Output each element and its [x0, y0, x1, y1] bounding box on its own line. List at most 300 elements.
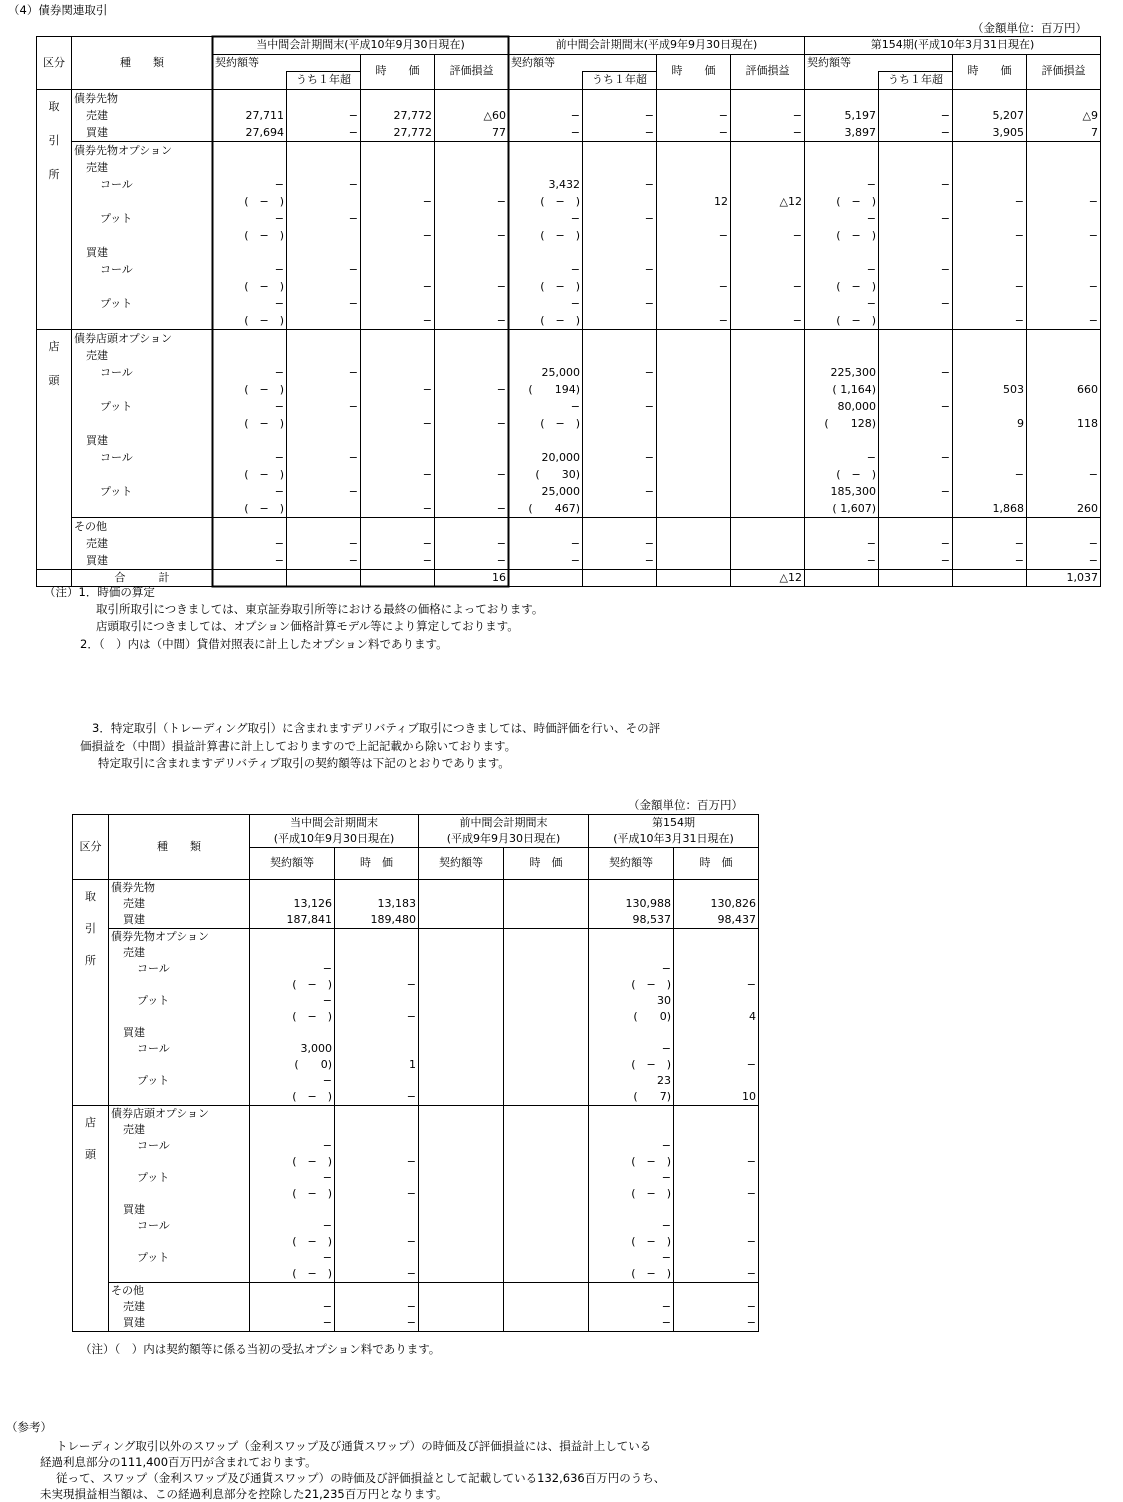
type-label: コール	[137, 1219, 170, 1232]
value-line: △12	[779, 194, 802, 208]
value-line: ( − )	[244, 416, 284, 430]
value-cell	[361, 517, 435, 569]
block-bond-futures	[37, 89, 1101, 141]
value-line: −	[644, 399, 654, 413]
value-line	[215, 244, 284, 261]
value-line	[363, 398, 432, 415]
value-line: 7	[1091, 125, 1098, 139]
value-line	[363, 210, 432, 227]
total-na	[509, 569, 583, 587]
value-line	[733, 398, 802, 415]
value-line: ( − )	[631, 1187, 671, 1200]
value-line: −	[570, 125, 580, 139]
value-line: ( − )	[836, 313, 876, 327]
type-label: 買建	[123, 1026, 145, 1039]
type-label	[74, 466, 210, 483]
type-label: コール	[100, 177, 133, 191]
value-cell	[213, 517, 287, 569]
value-line	[676, 1202, 756, 1218]
value-cell	[731, 89, 805, 141]
value-line	[733, 330, 802, 347]
value-line	[437, 347, 506, 364]
value-line	[437, 518, 506, 535]
value-line: −	[746, 1187, 756, 1200]
value-line: −	[422, 501, 432, 515]
value-line: ( − )	[836, 279, 876, 293]
value-line: ( 30)	[535, 467, 580, 481]
header-uchi: うち１年超	[583, 72, 657, 90]
header-jika: 時 価	[657, 54, 731, 89]
total-prior: △12	[731, 569, 805, 587]
value-line: 23	[657, 1074, 671, 1087]
value-line	[511, 518, 580, 535]
value-line: ( − )	[836, 228, 876, 242]
reference-line1: トレーディング取引以外のスワップ（金利スワップ及び通貨スワップ）の時価及び評価損益には、損益計上している	[56, 1439, 652, 1453]
value-line	[585, 500, 654, 517]
value-line: 260	[1077, 501, 1098, 515]
value-line: −	[644, 177, 654, 191]
value-cell	[435, 89, 509, 141]
value-line	[591, 880, 671, 896]
value-line: ( − )	[631, 1267, 671, 1280]
value-line: −	[644, 262, 654, 276]
value-line	[807, 142, 876, 159]
value-line	[511, 90, 580, 107]
unit-label-1: （金額単位：百万円）	[972, 21, 1087, 35]
value-line: −	[792, 228, 802, 242]
value-cell	[335, 880, 419, 929]
value-line	[585, 193, 654, 210]
value-line: −	[570, 296, 580, 310]
value-cell	[335, 929, 419, 1106]
value-line	[659, 176, 728, 193]
type-label: その他	[74, 519, 107, 533]
value-line	[252, 929, 332, 945]
type-label	[111, 1154, 247, 1170]
value-cell	[731, 329, 805, 517]
period-line: 第154期	[652, 816, 695, 829]
value-line: −	[406, 1010, 416, 1023]
reference-title: （参考）	[6, 1420, 52, 1434]
value-cell	[589, 1106, 674, 1283]
value-line	[437, 449, 506, 466]
value-line	[337, 961, 416, 977]
value-line: ( 1,607)	[832, 501, 876, 515]
type-label: コール	[100, 262, 133, 276]
type-label: 買建	[86, 553, 108, 567]
header-period-current	[250, 815, 419, 848]
value-line	[289, 244, 358, 261]
value-line	[659, 466, 728, 483]
block-otc-options	[73, 1106, 759, 1283]
value-line: 3,000	[300, 1042, 332, 1055]
value-line: −	[746, 1300, 756, 1313]
header-kubun: 区分	[73, 815, 109, 880]
value-line	[363, 159, 432, 176]
value-line	[955, 142, 1024, 159]
value-cell	[805, 329, 879, 517]
value-line	[437, 176, 506, 193]
header-hyoka: 評価損益	[731, 54, 805, 89]
value-line	[363, 347, 432, 364]
value-line	[437, 295, 506, 312]
value-line	[585, 142, 654, 159]
type-label: 売建	[123, 1123, 145, 1136]
header-hyoka: 評価損益	[1027, 54, 1101, 89]
value-line: −	[496, 553, 506, 567]
type-label	[111, 1266, 247, 1282]
value-line	[289, 227, 358, 244]
value-line: −	[496, 382, 506, 396]
type-label	[111, 977, 247, 993]
value-cell	[589, 880, 674, 929]
value-line	[659, 90, 728, 107]
value-cell	[953, 141, 1027, 329]
value-line: −	[644, 296, 654, 310]
type-label: 買建	[123, 913, 145, 926]
value-line: ( − )	[244, 313, 284, 327]
value-line: −	[940, 211, 950, 225]
block-otc-options	[37, 329, 1101, 517]
value-line: −	[348, 484, 358, 498]
value-line: ( − )	[540, 194, 580, 208]
value-line	[215, 518, 284, 535]
value-line	[585, 415, 654, 432]
value-line: −	[718, 125, 728, 139]
value-line	[676, 1250, 756, 1266]
empty-prior	[419, 1283, 504, 1332]
kubun-char: 所	[48, 167, 60, 181]
value-line	[955, 364, 1024, 381]
value-line: −	[644, 365, 654, 379]
value-line: 27,694	[245, 125, 284, 139]
value-line	[337, 1283, 416, 1299]
value-line: ( − )	[836, 194, 876, 208]
header-jika: 時 価	[361, 54, 435, 89]
header-hyoka: 評価損益	[435, 54, 509, 89]
value-line	[881, 193, 950, 210]
value-line	[337, 1122, 416, 1138]
value-line	[1029, 347, 1098, 364]
value-cell	[361, 89, 435, 141]
total-na	[213, 569, 287, 587]
value-line: −	[746, 978, 756, 991]
value-line: −	[746, 1316, 756, 1329]
value-line	[955, 398, 1024, 415]
value-line	[289, 159, 358, 176]
total-fy154: 1,037	[1027, 569, 1101, 587]
value-cell	[250, 880, 335, 929]
value-line: −	[322, 1139, 332, 1152]
value-line: −	[422, 382, 432, 396]
value-line	[252, 945, 332, 961]
value-line	[511, 159, 580, 176]
value-line: 98,437	[717, 913, 756, 926]
type-labels	[109, 1106, 250, 1283]
value-cell	[805, 89, 879, 141]
value-line: −	[661, 1300, 671, 1313]
value-line: 3,432	[548, 177, 580, 191]
value-line	[363, 295, 432, 312]
value-line	[337, 993, 416, 1009]
value-line: −	[322, 1251, 332, 1264]
value-line: −	[644, 553, 654, 567]
value-line: −	[348, 536, 358, 550]
type-label	[74, 193, 210, 210]
value-line	[659, 261, 728, 278]
value-line: 25,000	[541, 365, 580, 379]
value-line: −	[348, 262, 358, 276]
value-line: −	[496, 536, 506, 550]
value-cell	[335, 1106, 419, 1283]
value-line	[289, 278, 358, 295]
total-na	[361, 569, 435, 587]
value-line	[659, 483, 728, 500]
type-labels	[109, 929, 250, 1106]
value-line: −	[940, 399, 950, 413]
value-line: 27,711	[245, 108, 284, 122]
value-cell	[879, 141, 953, 329]
kubun-char: 引	[48, 133, 60, 147]
value-line	[659, 210, 728, 227]
header-keiyaku: 契約額等	[419, 848, 504, 880]
value-line	[215, 330, 284, 347]
type-labels	[109, 880, 250, 929]
value-line	[676, 961, 756, 977]
value-line: −	[1014, 228, 1024, 242]
value-line	[881, 227, 950, 244]
type-label: コール	[100, 365, 133, 379]
value-line	[363, 330, 432, 347]
value-line: −	[348, 365, 358, 379]
type-label: プット	[100, 296, 133, 310]
value-line: 187,841	[286, 913, 332, 926]
value-cell	[583, 517, 657, 569]
value-line	[363, 261, 432, 278]
type-label: コール	[137, 1139, 170, 1152]
value-line: −	[322, 1171, 332, 1184]
value-line: −	[348, 553, 358, 567]
value-line: −	[661, 1139, 671, 1152]
value-line	[659, 398, 728, 415]
value-line: 13,183	[377, 897, 416, 910]
value-line	[215, 90, 284, 107]
value-line	[337, 1202, 416, 1218]
value-line: −	[792, 108, 802, 122]
note-3-line1: 3．特定取引（トレーディング取引）に含まれますデリバティブ取引につきましては、時価評価を行い、その評	[92, 721, 661, 735]
value-cell	[589, 1283, 674, 1332]
header-blank	[805, 72, 879, 90]
value-line: −	[718, 279, 728, 293]
value-line: −	[348, 399, 358, 413]
value-line	[733, 90, 802, 107]
value-line: −	[644, 484, 654, 498]
value-line	[659, 244, 728, 261]
value-line	[437, 210, 506, 227]
value-line	[955, 483, 1024, 500]
value-line: 118	[1077, 416, 1098, 430]
header-shurui: 種 類	[72, 37, 213, 90]
value-line	[733, 466, 802, 483]
value-line	[215, 159, 284, 176]
value-line: −	[1014, 536, 1024, 550]
value-line	[437, 364, 506, 381]
value-line: −	[322, 1219, 332, 1232]
value-line: −	[940, 553, 950, 567]
value-line: −	[746, 1267, 756, 1280]
value-line	[289, 193, 358, 210]
value-line: −	[644, 211, 654, 225]
value-line	[1029, 261, 1098, 278]
value-line: −	[866, 262, 876, 276]
value-line: −	[718, 228, 728, 242]
value-line: −	[644, 536, 654, 550]
type-label: コール	[137, 1042, 170, 1055]
type-labels	[72, 89, 213, 141]
value-line: ( 0)	[633, 1010, 671, 1023]
bond-derivatives-table	[36, 36, 1101, 587]
value-line: −	[940, 262, 950, 276]
value-line	[659, 449, 728, 466]
value-line	[337, 945, 416, 961]
value-line: 20,000	[541, 450, 580, 464]
value-line: −	[274, 211, 284, 225]
value-line: −	[496, 279, 506, 293]
value-line: ( − )	[244, 382, 284, 396]
value-cell	[805, 141, 879, 329]
value-cell	[657, 329, 731, 517]
value-line	[1029, 142, 1098, 159]
value-cell	[953, 517, 1027, 569]
total-blank	[37, 569, 72, 587]
value-line	[1029, 210, 1098, 227]
value-line	[585, 518, 654, 535]
value-line	[659, 535, 728, 552]
value-line: −	[348, 108, 358, 122]
value-cell	[435, 517, 509, 569]
value-line	[585, 278, 654, 295]
value-line: 12	[714, 194, 728, 208]
period-line: (平成10年3月31日現在)	[613, 832, 734, 845]
total-row	[37, 569, 1101, 587]
value-line	[881, 142, 950, 159]
type-label: 売建	[86, 108, 108, 122]
value-line: −	[348, 177, 358, 191]
value-line	[881, 500, 950, 517]
value-line	[289, 466, 358, 483]
value-line	[437, 483, 506, 500]
value-line	[363, 90, 432, 107]
value-cell	[1027, 141, 1101, 329]
value-line: −	[406, 1187, 416, 1200]
value-line	[289, 500, 358, 517]
value-line: 130,826	[710, 897, 756, 910]
value-line: −	[422, 536, 432, 550]
type-label: 債券先物オプション	[111, 930, 210, 943]
empty-prior	[419, 880, 504, 929]
value-line	[659, 295, 728, 312]
value-line	[807, 244, 876, 261]
type-label	[111, 1186, 247, 1202]
value-line: −	[406, 978, 416, 991]
value-line	[337, 1218, 416, 1234]
block-bond-futures	[73, 880, 759, 929]
value-line: −	[940, 177, 950, 191]
type-label: 売建	[86, 536, 108, 550]
block-bond-futures-options	[37, 141, 1101, 329]
value-line: −	[422, 553, 432, 567]
type-label: コール	[137, 962, 170, 975]
header-jika: 時 価	[335, 848, 419, 880]
value-line: −	[1088, 536, 1098, 550]
value-cell	[953, 89, 1027, 141]
value-line: ( − )	[540, 313, 580, 327]
value-line	[511, 330, 580, 347]
value-line	[289, 347, 358, 364]
type-label: 売建	[86, 160, 108, 174]
type-label	[74, 500, 210, 517]
kubun-char: 取	[48, 99, 60, 113]
value-line	[881, 278, 950, 295]
value-cell	[250, 1106, 335, 1283]
type-labels	[72, 141, 213, 329]
value-line: ( − )	[244, 228, 284, 242]
value-line	[676, 1025, 756, 1041]
value-line	[363, 142, 432, 159]
value-line	[585, 347, 654, 364]
value-line	[955, 244, 1024, 261]
value-cell	[805, 517, 879, 569]
empty-prior	[419, 1106, 504, 1283]
kubun-otc	[73, 1106, 109, 1332]
value-line: ( − )	[540, 279, 580, 293]
value-line: −	[866, 211, 876, 225]
value-line: 77	[492, 125, 506, 139]
value-line: 660	[1077, 382, 1098, 396]
total-na	[583, 569, 657, 587]
value-cell	[674, 880, 759, 929]
value-line	[733, 210, 802, 227]
value-line: −	[322, 1300, 332, 1313]
value-line	[659, 381, 728, 398]
value-line	[733, 415, 802, 432]
value-line: 13,126	[293, 897, 332, 910]
value-line: −	[274, 365, 284, 379]
value-line: −	[348, 211, 358, 225]
value-line: ( − )	[292, 978, 332, 991]
value-cell	[361, 141, 435, 329]
header-shurui: 種 類	[109, 815, 250, 880]
value-line: −	[866, 536, 876, 550]
value-line: −	[940, 536, 950, 550]
value-line: −	[348, 296, 358, 310]
value-line	[1029, 518, 1098, 535]
value-line: −	[1014, 313, 1024, 327]
header-period-current: 当中間会計期間末(平成10年9月30日現在)	[213, 37, 509, 55]
value-line	[676, 1138, 756, 1154]
value-line	[955, 295, 1024, 312]
type-label: 債券先物	[111, 881, 155, 894]
value-line: −	[570, 536, 580, 550]
total-na	[657, 569, 731, 587]
value-line	[1029, 244, 1098, 261]
type-label: プット	[100, 211, 133, 225]
value-line: ( − )	[540, 228, 580, 242]
value-line: 3,897	[844, 125, 876, 139]
value-line	[676, 1106, 756, 1122]
value-line	[881, 347, 950, 364]
type-label: 買建	[86, 125, 108, 139]
